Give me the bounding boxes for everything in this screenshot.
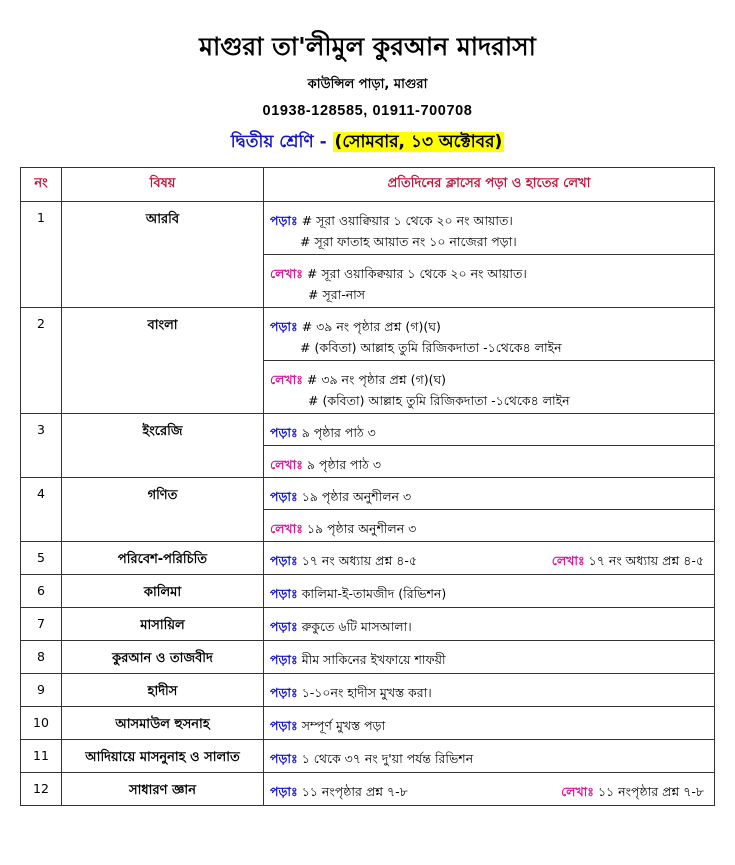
- table-header-row: [21, 168, 715, 202]
- row-subject: কুরআন ও তাজবীদ: [62, 641, 264, 674]
- write-label: লেখাঃ: [270, 266, 303, 281]
- table-row: [21, 414, 715, 446]
- read-label: পড়াঃ: [270, 784, 298, 799]
- row-subject: হাদীস: [62, 674, 264, 707]
- table-row: [21, 542, 715, 575]
- read-text: মীম সাকিনের ইখফায়ে শাফয়ী: [301, 652, 446, 667]
- write-text: ১১ নংপৃষ্ঠার প্রশ্ন ৭-৮: [597, 784, 704, 799]
- write-cell: [264, 361, 715, 414]
- row-num: 4: [21, 478, 62, 542]
- read-cell: [264, 414, 715, 446]
- write-label: লেখাঃ: [270, 372, 303, 387]
- class-day: (সোমবার, ১৩ অক্টোবর): [334, 132, 503, 152]
- table-row: [21, 575, 715, 608]
- write-cell: [264, 446, 715, 478]
- school-address: কাউন্সিল পাড়া, মাগুরা: [307, 77, 428, 92]
- row-num: 12: [21, 773, 62, 806]
- row-num: 9: [21, 674, 62, 707]
- header-num: নং: [21, 168, 62, 202]
- table-row: [21, 674, 715, 707]
- homework-table: [20, 167, 715, 806]
- row-subject: সাধারণ জ্ঞান: [62, 773, 264, 806]
- read-text: ১৭ নং অধ্যায় প্রশ্ন ৪-৫: [301, 553, 418, 568]
- read-label: পড়াঃ: [270, 553, 298, 568]
- write-label: লেখাঃ: [561, 784, 594, 799]
- write-cell: [264, 255, 715, 308]
- row-num: 1: [21, 202, 62, 308]
- read-text: রুকুতে ৬টি মাসআলা।: [301, 619, 412, 634]
- read-cell: [264, 641, 715, 674]
- read-label: পড়াঃ: [270, 319, 298, 334]
- header-subject: বিষয়: [62, 168, 264, 202]
- table-row: [21, 707, 715, 740]
- row-num: 3: [21, 414, 62, 478]
- write-text: ৯ পৃষ্ঠার পাঠ ৩: [306, 457, 381, 472]
- read-text: সম্পূর্ণ মুখস্ত পড়া: [301, 718, 386, 733]
- read-text: # সূরা ফাতাহ আয়াত নং ১০ নাজেরা পড়া।: [300, 234, 517, 249]
- read-cell: [264, 740, 715, 773]
- table-row: [21, 308, 715, 361]
- row-num: 7: [21, 608, 62, 641]
- row-num: 2: [21, 308, 62, 414]
- read-text: ১১ নংপৃষ্ঠার প্রশ্ন ৭-৮: [301, 784, 408, 799]
- read-cell: [264, 707, 715, 740]
- read-cell: [264, 575, 715, 608]
- row-subject: মাসায়িল: [62, 608, 264, 641]
- write-label: লেখাঃ: [551, 553, 585, 568]
- row-num: 10: [21, 707, 62, 740]
- read-text: ১ থেকে ৩৭ নং দু'য়া পর্যন্ত রিভিশন: [301, 751, 474, 766]
- read-label: পড়াঃ: [270, 619, 298, 634]
- task-cell: [264, 542, 715, 575]
- write-label: লেখাঃ: [270, 457, 303, 472]
- read-text: কালিমা-ই-তামজীদ (রিভিশন): [301, 586, 447, 601]
- table-row: [21, 641, 715, 674]
- row-num: 8: [21, 641, 62, 674]
- table-row: [21, 608, 715, 641]
- write-label: লেখাঃ: [270, 521, 303, 536]
- row-num: 5: [21, 542, 62, 575]
- write-text: # (কবিতা) আল্লাহ তুমি রিজিকদাতা -১থেকে৪ লাইন: [308, 393, 570, 408]
- read-label: পড়াঃ: [270, 586, 298, 601]
- table-row: [21, 773, 715, 806]
- read-label: পড়াঃ: [270, 425, 298, 440]
- read-text: # (কবিতা) আল্লাহ তুমি রিজিকদাতা -১থেকে৪ লাইন: [300, 340, 562, 355]
- row-subject: আরবি: [62, 202, 264, 308]
- read-label: পড়াঃ: [270, 213, 298, 228]
- read-text: ১-১০নং হাদীস মুখস্ত করা।: [301, 685, 432, 700]
- write-text: # সূরা-নাস: [308, 287, 366, 302]
- school-phone: 01938-128585, 01911-700708: [262, 103, 473, 119]
- row-subject: কালিমা: [62, 575, 264, 608]
- row-subject: পরিবেশ-পরিচিতি: [62, 542, 264, 575]
- header-task: প্রতিদিনের ক্লাসের পড়া ও হাতের লেখা: [264, 168, 715, 202]
- read-label: পড়াঃ: [270, 718, 298, 733]
- write-text: ১৯ পৃষ্ঠার অনুশীলন ৩: [306, 521, 417, 536]
- read-cell: [264, 202, 715, 255]
- write-text: # ৩৯ নং পৃষ্ঠার প্রশ্ন (গ)(ঘ): [306, 372, 447, 387]
- row-num: 11: [21, 740, 62, 773]
- read-text: # ৩৯ নং পৃষ্ঠার প্রশ্ন (গ)(ঘ): [301, 319, 441, 334]
- read-text: ১৯ পৃষ্ঠার অনুশীলন ৩: [301, 489, 412, 504]
- read-label: পড়াঃ: [270, 751, 298, 766]
- read-text: ৯ পৃষ্ঠার পাঠ ৩: [301, 425, 376, 440]
- read-text: # সূরা ওয়াক্বিয়ার ১ থেকে ২০ নং আয়াত।: [301, 213, 513, 228]
- write-text: ১৭ নং অধ্যায় প্রশ্ন ৪-৫: [588, 553, 704, 568]
- table-row: [21, 202, 715, 255]
- read-cell: [264, 674, 715, 707]
- class-name: দ্বিতীয় শ্রেণি -: [230, 132, 327, 152]
- row-subject: বাংলা: [62, 308, 264, 414]
- row-num: 6: [21, 575, 62, 608]
- class-heading: [0, 128, 735, 156]
- row-subject: ইংরেজি: [62, 414, 264, 478]
- read-cell: [264, 308, 715, 361]
- write-cell: [264, 510, 715, 542]
- read-cell: [264, 608, 715, 641]
- row-subject: গণিত: [62, 478, 264, 542]
- read-label: পড়াঃ: [270, 489, 298, 504]
- write-text: # সূরা ওয়াকিক্বয়ার ১ থেকে ২০ নং আয়াত।: [306, 266, 527, 281]
- read-label: পড়াঃ: [270, 685, 298, 700]
- table-row: [21, 478, 715, 510]
- row-subject: আদিয়ায়ে মাসনুনাহ ও সালাত: [62, 740, 264, 773]
- task-cell: [264, 773, 715, 806]
- read-label: পড়াঃ: [270, 652, 298, 667]
- row-subject: আসমাউল হুসনাহ: [62, 707, 264, 740]
- read-cell: [264, 478, 715, 510]
- school-title: মাগুরা তা'লীমুল কুরআন মাদরাসা: [199, 32, 536, 61]
- table-row: [21, 740, 715, 773]
